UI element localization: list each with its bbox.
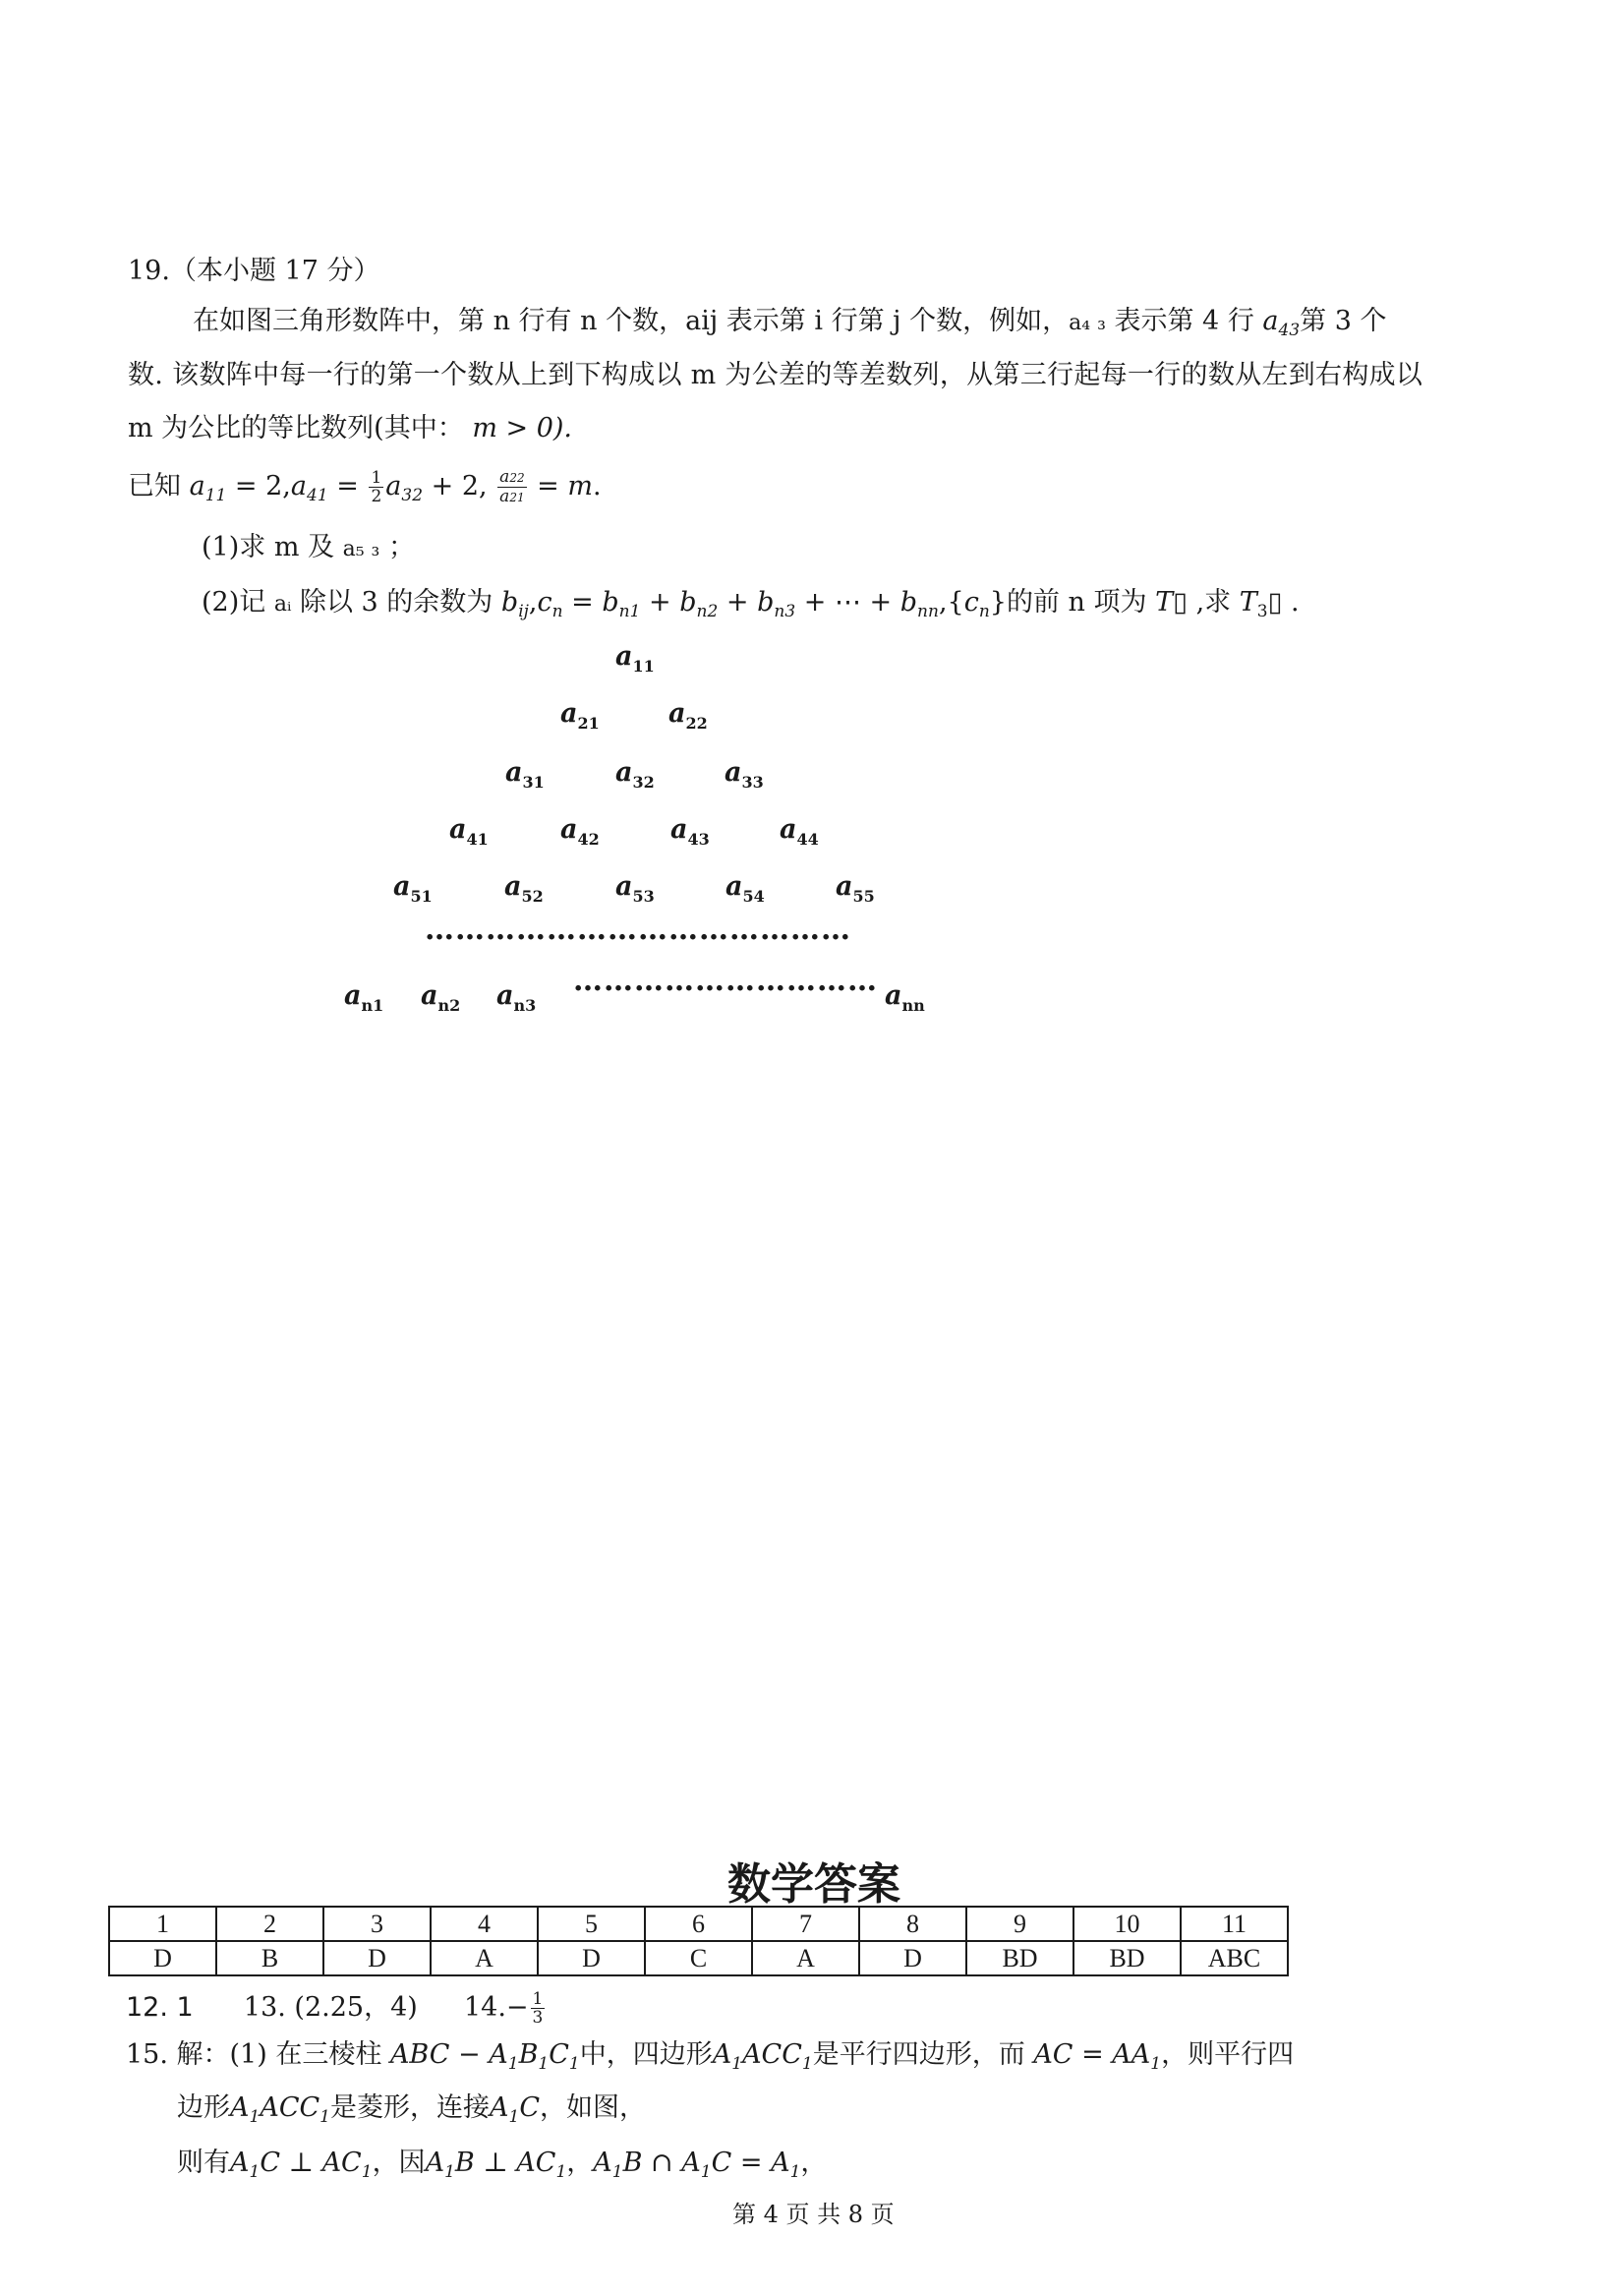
triangle-row5-entry: $a_{53}$ (615, 871, 655, 906)
answer-table-number-cell: 11 (1181, 1907, 1288, 1941)
para3-text-a: m 为公比的等比数列(其中： (128, 413, 464, 443)
page-footer: 第 4 页 共 8 页 (732, 2201, 895, 2228)
answer-table-number-cell: 4 (431, 1907, 538, 1941)
answer-12: 12. 1 (126, 1992, 194, 2023)
m-condition: m > 0). (472, 413, 572, 443)
para1-text-b: a₄ ₃ (1069, 311, 1106, 335)
answer-table-choice-cell: D (538, 1941, 645, 1975)
triangle-row4-entry: $a_{44}$ (780, 814, 819, 849)
para1-text-a: 在如图三角形数阵中，第 n 行有 n 个数，aij 表示第 i 行第 j 个数，例如， (193, 306, 1070, 336)
answer-table-number-cell: 10 (1073, 1907, 1181, 1941)
triangle-ellipsis-long: …………………………………… (425, 913, 851, 947)
answer-table (108, 1906, 1289, 1976)
known-conditions: 已知 $a_{11} = 2,a_{41}$ = $\frac{1}{2}$ $a_{32} + 2$, $\frac{a22}{a21}$ = m. (128, 467, 602, 506)
answer-table-number-cell: 3 (323, 1907, 431, 1941)
q1-text-b: a₅ ₃ (342, 537, 380, 561)
answer-table-number-cell: 6 (645, 1907, 752, 1941)
answer-14: 14.− $\frac{1}{3}$ (463, 1989, 544, 2028)
answer-table-choice-cell: D (109, 1941, 216, 1975)
answer-table-choice-cell: D (859, 1941, 966, 1975)
solution-15-line3: 则有$A_1C$ ⊥ $AC_1$，因$A_1B$ ⊥ $AC_1$，$A_1B$ ∩ $A_1C = A_1$， (177, 2148, 828, 2182)
q2-text-a: (2)记 (202, 587, 274, 618)
answer-table-choice-cell: C (645, 1941, 752, 1975)
answer-table-choice-cell: A (752, 1941, 859, 1975)
problem-paragraph-line2: 数. 该数阵中每一行的第一个数从上到下构成以 m 为公差的等差数列，从第三行起每一行的数从左到右构成以 (128, 360, 1423, 390)
triangle-row3-entry: $a_{32}$ (615, 757, 655, 792)
answer-table-number-cell: 9 (966, 1907, 1073, 1941)
triangle-figure (0, 0, 1624, 1082)
answer-table-number-cell: 7 (752, 1907, 859, 1941)
triangle-row4-entry: $a_{43}$ (670, 814, 710, 849)
answers-title: 数学答案 (727, 1859, 900, 1910)
triangle-row2-entry: $a_{22}$ (668, 698, 708, 733)
a43-symbol: $a_{43}$ (1262, 306, 1301, 340)
q2-text-f: . (1282, 587, 1300, 618)
answer-table-choice-cell: D (323, 1941, 431, 1975)
q1-text-c: ； (379, 532, 415, 562)
question-2: (2)记 aᵢ 除以 3 的余数为 $b_{ij},c_n = b_{n1} + b_{n2} + b_{n3}$ + ⋯ + $b_{nn},\{c_n\}$的前 n 项为 T▯ ,求 $T_3▯$ . (202, 587, 1300, 621)
triangle-row-n-entry: $a_{n2}$ (421, 980, 461, 1015)
q2-text-e: ,求 (1187, 587, 1240, 618)
triangle-row1-entry: $a_{11}$ (615, 641, 655, 676)
answer-table-number-cell: 5 (538, 1907, 645, 1941)
answer-table-number-cell: 8 (859, 1907, 966, 1941)
triangle-row4-entry: $a_{41}$ (449, 814, 489, 849)
known-prefix: 已知 (128, 471, 190, 501)
answer-table-choice-cell: B (216, 1941, 323, 1975)
triangle-row2-entry: $a_{21}$ (560, 698, 600, 733)
solution-15-line2: 边形$A_1ACC_1$是菱形，连接$A_1C$，如图， (177, 2092, 646, 2127)
q2-text-c: 除以 3 的余数为 (291, 587, 501, 618)
triangle-row3-entry: $a_{31}$ (505, 757, 545, 792)
answer-table-choice-cell: ABC (1181, 1941, 1288, 1975)
q1-text-a: (1)求 m 及 (202, 532, 343, 562)
answer-table-number-cell: 2 (216, 1907, 323, 1941)
answer-table-choice-row (109, 1941, 1288, 1975)
answer-table-choice-cell: BD (1073, 1941, 1181, 1975)
q2-text-d: 的前 n 项为 (1006, 587, 1156, 618)
answers-fill-in-line (126, 1988, 547, 2028)
answer-table-number-cell: 1 (109, 1907, 216, 1941)
triangle-row5-entry: $a_{52}$ (504, 871, 544, 906)
triangle-row-n-entry: $a_{n3}$ (496, 980, 537, 1015)
triangle-row5-entry: $a_{55}$ (836, 871, 875, 906)
answer-table-number-row (109, 1907, 1288, 1941)
triangle-row5-entry: $a_{51}$ (393, 871, 433, 906)
answer-table-choice-cell: BD (966, 1941, 1073, 1975)
solution-15-line1: 15. 解：(1) 在三棱柱 ABC − $A_1B_1C_1$中，四边形$A_1ACC_1$是平行四边形，而 AC = $AA_1$，则平行四 (126, 2039, 1295, 2074)
para1-text-c: 表示第 4 行 (1105, 306, 1263, 336)
problem-header: 19.（本小题 17 分） (128, 256, 380, 286)
triangle-row3-entry: $a_{33}$ (725, 757, 764, 792)
triangle-row-n-last-entry: $a_{nn}$ (885, 980, 925, 1015)
para1-text-d: 第 3 个 (1300, 306, 1387, 336)
triangle-row-n-entry: $a_{n1}$ (344, 980, 384, 1015)
triangle-ellipsis-short: ………………………… (573, 964, 878, 998)
triangle-row4-entry: $a_{42}$ (560, 814, 600, 849)
answer-table-choice-cell: A (431, 1941, 538, 1975)
answer-13: 13. (2.25，4) (243, 1992, 418, 2023)
q2-text-b: aᵢ (273, 592, 292, 617)
triangle-row5-entry: $a_{54}$ (725, 871, 765, 906)
